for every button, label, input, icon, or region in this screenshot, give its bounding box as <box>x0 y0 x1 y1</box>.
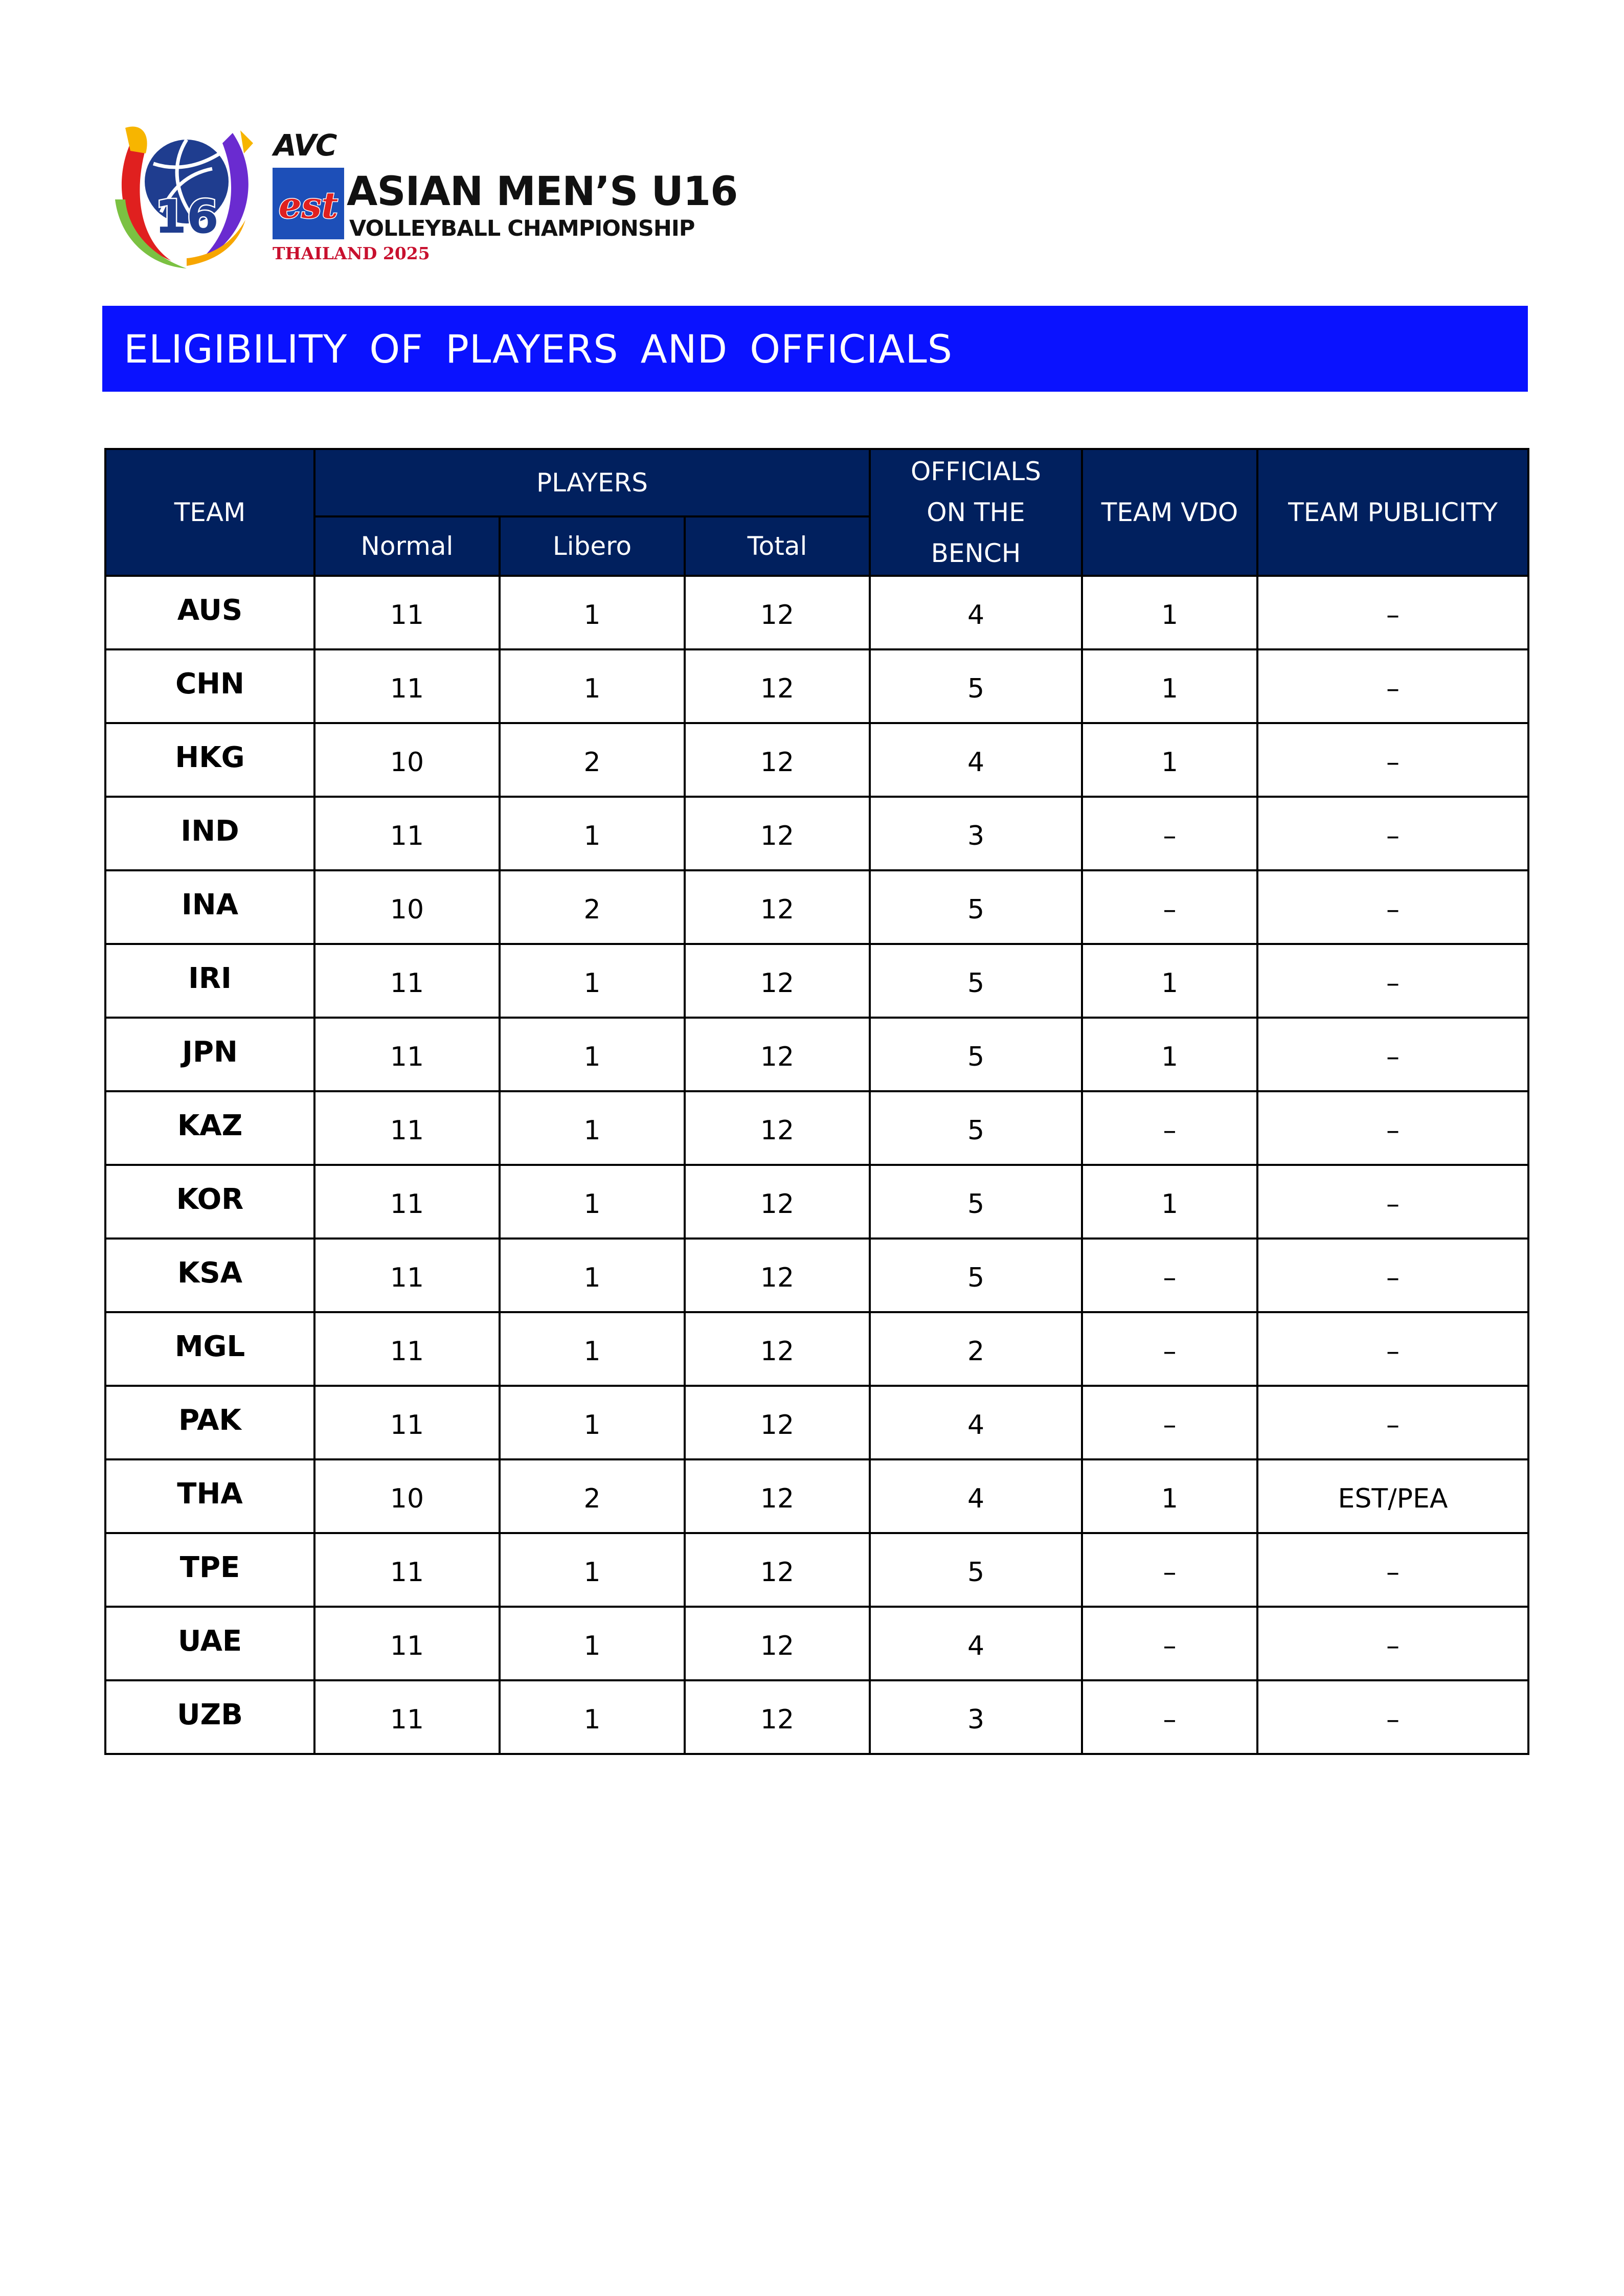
cell-total: 12 <box>685 870 870 944</box>
header-normal: Normal <box>314 516 500 576</box>
u16-number-badge <box>110 123 263 271</box>
cell-team-vdo: – <box>1082 797 1257 870</box>
cell-normal: 10 <box>314 723 500 797</box>
header-team: TEAM <box>105 449 314 576</box>
cell-total: 12 <box>685 797 870 870</box>
cell-officials: 5 <box>870 944 1082 1018</box>
header-team-publicity: TEAM PUBLICITY <box>1257 449 1528 576</box>
cell-team-vdo: 1 <box>1082 944 1257 1018</box>
cell-normal: 11 <box>314 649 500 723</box>
cell-team-vdo: – <box>1082 1607 1257 1680</box>
table-row <box>105 576 1528 649</box>
cell-libero: 2 <box>500 1459 685 1533</box>
cell-libero: 1 <box>500 1239 685 1312</box>
table-row <box>105 1533 1528 1607</box>
cell-team-vdo: – <box>1082 1091 1257 1165</box>
cell-team-vdo: – <box>1082 870 1257 944</box>
table-body <box>105 576 1528 1754</box>
cell-normal: 11 <box>314 797 500 870</box>
cell-team-vdo: – <box>1082 1386 1257 1459</box>
cell-normal: 11 <box>314 1680 500 1754</box>
header-officials <box>870 449 1082 576</box>
cell-total: 12 <box>685 576 870 649</box>
cell-team-publicity: – <box>1257 1680 1528 1754</box>
event-title: ASIAN MEN’S U16 <box>347 169 738 215</box>
cell-officials: 5 <box>870 1018 1082 1091</box>
sponsor-logo-text: est <box>278 184 339 227</box>
header-libero: Libero <box>500 516 685 576</box>
table-row <box>105 1018 1528 1091</box>
sponsor-logo-icon <box>273 168 344 239</box>
cell-normal: 11 <box>314 1533 500 1607</box>
table-row <box>105 649 1528 723</box>
cell-total: 12 <box>685 944 870 1018</box>
cell-libero: 1 <box>500 576 685 649</box>
cell-total: 12 <box>685 1018 870 1091</box>
cell-libero: 1 <box>500 1091 685 1165</box>
cell-team: KOR <box>105 1165 314 1239</box>
cell-officials: 5 <box>870 1165 1082 1239</box>
cell-officials: 4 <box>870 723 1082 797</box>
cell-team-publicity: – <box>1257 870 1528 944</box>
cell-officials: 3 <box>870 1680 1082 1754</box>
cell-normal: 11 <box>314 576 500 649</box>
cell-team-publicity: – <box>1257 1165 1528 1239</box>
cell-team: AUS <box>105 576 314 649</box>
cell-normal: 11 <box>314 1312 500 1386</box>
cell-libero: 2 <box>500 723 685 797</box>
page-title-bar <box>102 306 1528 392</box>
table-row <box>105 723 1528 797</box>
cell-team-publicity: – <box>1257 576 1528 649</box>
cell-team: TPE <box>105 1533 314 1607</box>
cell-team: PAK <box>105 1386 314 1459</box>
cell-team-publicity: – <box>1257 1018 1528 1091</box>
header-officials-line3: BENCH <box>931 538 1021 568</box>
cell-team: IRI <box>105 944 314 1018</box>
cell-team-vdo: – <box>1082 1239 1257 1312</box>
header-officials-line2: ON THE <box>927 498 1025 527</box>
cell-officials: 5 <box>870 1533 1082 1607</box>
page-title: ELIGIBILITY OF PLAYERS AND OFFICIALS <box>124 326 953 372</box>
table-row <box>105 1386 1528 1459</box>
cell-total: 12 <box>685 1680 870 1754</box>
cell-team: JPN <box>105 1018 314 1091</box>
cell-team: IND <box>105 797 314 870</box>
table-row <box>105 1459 1528 1533</box>
cell-team: CHN <box>105 649 314 723</box>
cell-team-publicity: – <box>1257 1091 1528 1165</box>
cell-normal: 11 <box>314 944 500 1018</box>
event-host: THAILAND 2025 <box>273 243 430 263</box>
emblem-number: 16 <box>154 190 219 244</box>
cell-normal: 10 <box>314 1459 500 1533</box>
cell-team-vdo: – <box>1082 1312 1257 1386</box>
cell-officials: 4 <box>870 576 1082 649</box>
cell-officials: 5 <box>870 1091 1082 1165</box>
event-logo <box>110 123 738 271</box>
event-subtitle: VOLLEYBALL CHAMPIONSHIP <box>349 216 695 241</box>
cell-libero: 1 <box>500 1165 685 1239</box>
table-row <box>105 797 1528 870</box>
cell-team-publicity: – <box>1257 723 1528 797</box>
table-row <box>105 1091 1528 1165</box>
cell-total: 12 <box>685 649 870 723</box>
cell-libero: 1 <box>500 649 685 723</box>
cell-team: MGL <box>105 1312 314 1386</box>
cell-total: 12 <box>685 1239 870 1312</box>
avc-logo-text: AVC <box>274 128 336 163</box>
cell-libero: 2 <box>500 870 685 944</box>
cell-team-publicity: – <box>1257 1533 1528 1607</box>
cell-officials: 4 <box>870 1459 1082 1533</box>
cell-team-publicity: – <box>1257 944 1528 1018</box>
cell-team-publicity: – <box>1257 649 1528 723</box>
table-row <box>105 1680 1528 1754</box>
cell-libero: 1 <box>500 944 685 1018</box>
cell-libero: 1 <box>500 1680 685 1754</box>
cell-total: 12 <box>685 723 870 797</box>
cell-normal: 11 <box>314 1239 500 1312</box>
cell-normal: 11 <box>314 1018 500 1091</box>
cell-normal: 11 <box>314 1091 500 1165</box>
cell-team-publicity: – <box>1257 1312 1528 1386</box>
cell-team: KAZ <box>105 1091 314 1165</box>
cell-team: INA <box>105 870 314 944</box>
cell-team-publicity: – <box>1257 797 1528 870</box>
cell-officials: 2 <box>870 1312 1082 1386</box>
cell-team: THA <box>105 1459 314 1533</box>
table-row <box>105 1239 1528 1312</box>
cell-libero: 1 <box>500 1018 685 1091</box>
cell-team-publicity: EST/PEA <box>1257 1459 1528 1533</box>
table-row <box>105 1165 1528 1239</box>
cell-team-vdo: 1 <box>1082 1459 1257 1533</box>
cell-team: UAE <box>105 1607 314 1680</box>
cell-normal: 11 <box>314 1607 500 1680</box>
cell-team-vdo: – <box>1082 1533 1257 1607</box>
table-row <box>105 1312 1528 1386</box>
cell-libero: 1 <box>500 1607 685 1680</box>
header-players: PLAYERS <box>314 449 870 516</box>
cell-team: KSA <box>105 1239 314 1312</box>
cell-team-vdo: – <box>1082 1680 1257 1754</box>
cell-team-publicity: – <box>1257 1239 1528 1312</box>
cell-total: 12 <box>685 1459 870 1533</box>
cell-team-vdo: 1 <box>1082 576 1257 649</box>
cell-libero: 1 <box>500 1386 685 1459</box>
header-total: Total <box>685 516 870 576</box>
cell-total: 12 <box>685 1312 870 1386</box>
table-row <box>105 870 1528 944</box>
table-row <box>105 944 1528 1018</box>
cell-total: 12 <box>685 1091 870 1165</box>
cell-total: 12 <box>685 1607 870 1680</box>
header-officials-line1: OFFICIALS <box>910 457 1042 486</box>
table-header <box>105 449 1528 576</box>
cell-team-vdo: 1 <box>1082 723 1257 797</box>
cell-team-vdo: 1 <box>1082 1018 1257 1091</box>
cell-officials: 4 <box>870 1607 1082 1680</box>
cell-team-publicity: – <box>1257 1607 1528 1680</box>
eligibility-table <box>104 448 1529 1755</box>
cell-normal: 11 <box>314 1165 500 1239</box>
cell-total: 12 <box>685 1165 870 1239</box>
cell-libero: 1 <box>500 1533 685 1607</box>
cell-team: HKG <box>105 723 314 797</box>
cell-officials: 4 <box>870 1386 1082 1459</box>
cell-officials: 5 <box>870 1239 1082 1312</box>
cell-normal: 11 <box>314 1386 500 1459</box>
table-row <box>105 1607 1528 1680</box>
cell-team-publicity: – <box>1257 1386 1528 1459</box>
cell-libero: 1 <box>500 1312 685 1386</box>
cell-total: 12 <box>685 1386 870 1459</box>
cell-normal: 10 <box>314 870 500 944</box>
cell-team: UZB <box>105 1680 314 1754</box>
header-team-vdo: TEAM VDO <box>1082 449 1257 576</box>
cell-officials: 5 <box>870 870 1082 944</box>
cell-team-vdo: 1 <box>1082 649 1257 723</box>
cell-total: 12 <box>685 1533 870 1607</box>
cell-officials: 3 <box>870 797 1082 870</box>
cell-team-vdo: 1 <box>1082 1165 1257 1239</box>
cell-libero: 1 <box>500 797 685 870</box>
cell-officials: 5 <box>870 649 1082 723</box>
